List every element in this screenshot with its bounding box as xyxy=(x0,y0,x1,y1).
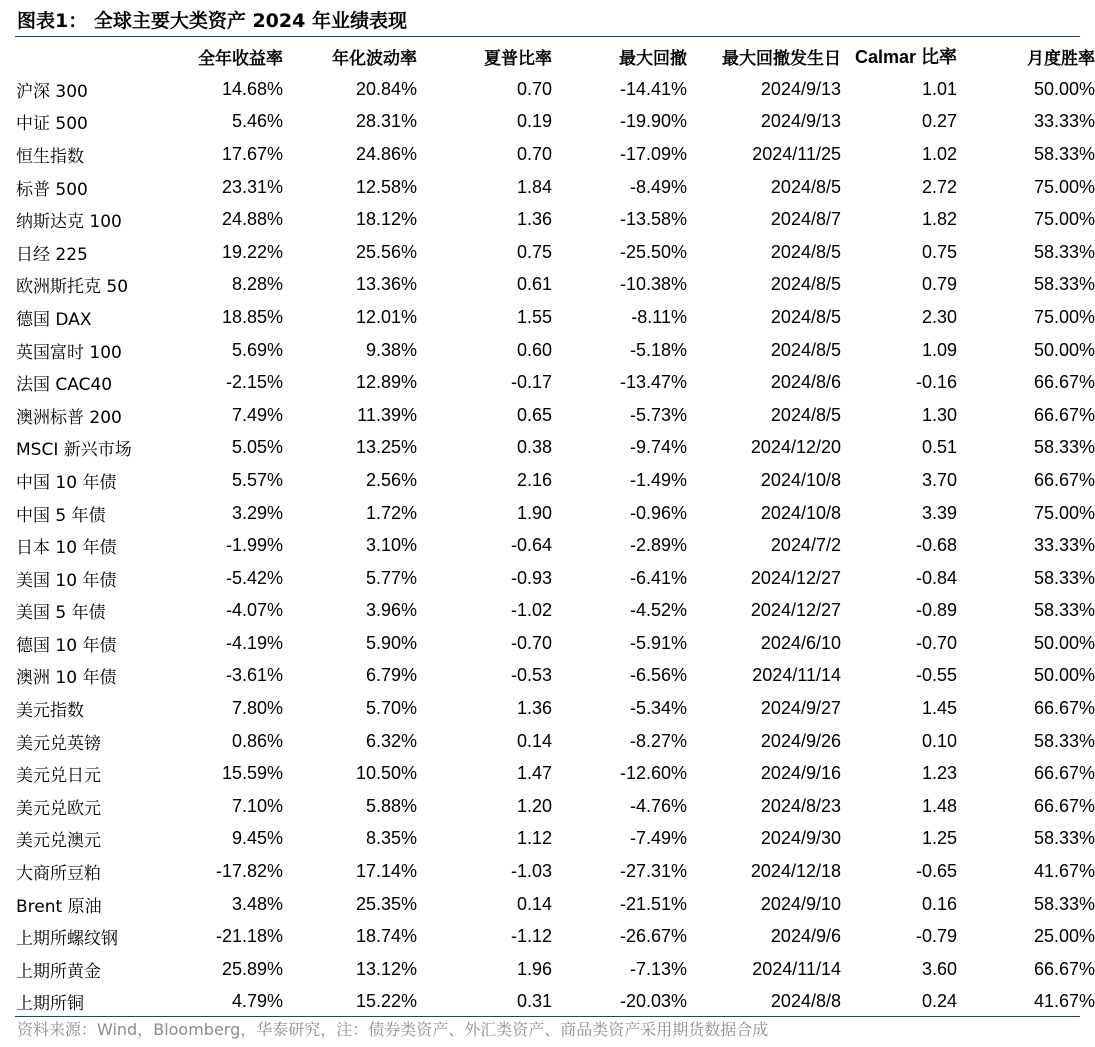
asset-name-cell: 德国 DAX xyxy=(16,309,92,330)
annual-return-cell: -5.42% xyxy=(225,567,283,588)
annual-return-cell: -17.82% xyxy=(215,861,283,882)
volatility-cell: 25.56% xyxy=(355,241,417,262)
volatility-cell: 3.10% xyxy=(365,535,417,556)
max-drawdown-cell: -8.27% xyxy=(629,730,687,751)
annual-return-cell: -1.99% xyxy=(225,535,283,556)
table-row xyxy=(0,236,1095,269)
annual-return-cell: -2.15% xyxy=(225,372,283,393)
table-row xyxy=(0,660,1095,693)
monthly-win-rate-cell: 25.00% xyxy=(1033,926,1095,947)
sharpe-cell: 0.65 xyxy=(516,404,552,425)
table-row xyxy=(0,855,1095,888)
drawdown-date-cell: 2024/11/14 xyxy=(752,958,841,979)
header-row xyxy=(0,39,1095,73)
asset-name-cell: Brent 原油 xyxy=(16,896,102,917)
sharpe-cell: -1.03 xyxy=(510,861,552,882)
annual-return-cell: 5.69% xyxy=(231,339,283,360)
calmar-cell: 3.39 xyxy=(921,502,957,523)
asset-name-cell: 欧洲斯托克 50 xyxy=(16,277,129,298)
volatility-cell: 10.50% xyxy=(355,763,417,784)
drawdown-date-cell: 2024/12/27 xyxy=(750,567,841,588)
drawdown-date-cell: 2024/11/14 xyxy=(752,665,841,686)
annual-return-cell: -3.61% xyxy=(225,665,283,686)
calmar-cell: -0.16 xyxy=(915,372,957,393)
annual-return-cell: 7.10% xyxy=(231,795,283,816)
asset-name-cell: 纳斯达克 100 xyxy=(16,212,122,233)
volatility-cell: 24.86% xyxy=(355,143,417,164)
volatility-cell: 18.74% xyxy=(355,926,417,947)
drawdown-date-cell: 2024/12/20 xyxy=(750,437,841,458)
calmar-cell: -0.70 xyxy=(915,632,957,653)
asset-name-cell: 日经 225 xyxy=(16,244,88,265)
figure-title: 图表1： 全球主要大类资产 2024 年业绩表现 xyxy=(17,10,407,32)
calmar-cell: 1.45 xyxy=(921,698,957,719)
max-drawdown-cell: -17.09% xyxy=(619,143,687,164)
annual-return-cell: -21.18% xyxy=(215,926,283,947)
sharpe-cell: 0.31 xyxy=(516,991,552,1012)
calmar-cell: -0.79 xyxy=(915,926,957,947)
monthly-win-rate-cell: 33.33% xyxy=(1033,535,1095,556)
calmar-cell: 1.82 xyxy=(921,209,957,230)
annual-return-cell: 5.05% xyxy=(231,437,283,458)
max-drawdown-cell: -20.03% xyxy=(619,991,687,1012)
table-row xyxy=(0,334,1095,367)
monthly-win-rate-cell: 50.00% xyxy=(1033,665,1095,686)
calmar-cell: 1.01 xyxy=(921,78,957,99)
drawdown-date-cell: 2024/6/10 xyxy=(760,632,841,653)
col-header-calmar: Calmar 比率 xyxy=(854,47,957,67)
volatility-cell: 6.79% xyxy=(365,665,417,686)
asset-name-cell: 中国 10 年债 xyxy=(16,472,117,493)
monthly-win-rate-cell: 66.67% xyxy=(1033,795,1095,816)
volatility-cell: 5.88% xyxy=(365,795,417,816)
drawdown-date-cell: 2024/9/26 xyxy=(760,730,841,751)
volatility-cell: 8.35% xyxy=(365,828,417,849)
calmar-cell: 0.79 xyxy=(921,274,957,295)
asset-name-cell: 上期所螺纹钢 xyxy=(16,929,118,950)
table-row xyxy=(0,73,1095,106)
max-drawdown-cell: -19.90% xyxy=(619,111,687,132)
drawdown-date-cell: 2024/8/5 xyxy=(770,274,841,295)
sharpe-cell: 1.47 xyxy=(516,763,552,784)
max-drawdown-cell: -6.56% xyxy=(629,665,687,686)
monthly-win-rate-cell: 50.00% xyxy=(1033,632,1095,653)
col-header-annual-return: 全年收益率 xyxy=(198,48,283,69)
sharpe-cell: 0.70 xyxy=(516,78,552,99)
max-drawdown-cell: -8.11% xyxy=(631,306,687,327)
sharpe-cell: 1.36 xyxy=(516,698,552,719)
monthly-win-rate-cell: 58.33% xyxy=(1033,567,1095,588)
sharpe-cell: 1.96 xyxy=(516,958,552,979)
annual-return-cell: 24.88% xyxy=(221,209,283,230)
annual-return-cell: 17.67% xyxy=(221,143,283,164)
table-row xyxy=(0,269,1095,302)
annual-return-cell: 9.45% xyxy=(231,828,283,849)
annual-return-cell: 18.85% xyxy=(221,306,283,327)
asset-name-cell: 上期所铜 xyxy=(16,994,84,1015)
sharpe-cell: 1.55 xyxy=(516,306,552,327)
max-drawdown-cell: -13.47% xyxy=(619,372,687,393)
volatility-cell: 13.25% xyxy=(355,437,417,458)
table-row xyxy=(0,562,1095,595)
calmar-cell: 0.10 xyxy=(921,730,957,751)
table-row xyxy=(0,106,1095,139)
monthly-win-rate-cell: 50.00% xyxy=(1033,78,1095,99)
table-row xyxy=(0,301,1095,334)
monthly-win-rate-cell: 41.67% xyxy=(1033,861,1095,882)
asset-name-cell: 日本 10 年债 xyxy=(16,538,117,559)
monthly-win-rate-cell: 66.67% xyxy=(1033,698,1095,719)
table-row xyxy=(0,790,1095,823)
source-note: 资料来源：Wind，Bloomberg，华泰研究，注：债券类资产、外汇类资产、商品类资产采用期货数据合成 xyxy=(17,1020,769,1039)
table-row xyxy=(0,595,1095,628)
asset-name-cell: 沪深 300 xyxy=(16,81,88,102)
calmar-cell: 1.25 xyxy=(921,828,957,849)
volatility-cell: 5.90% xyxy=(365,632,417,653)
calmar-cell: 1.48 xyxy=(921,795,957,816)
volatility-cell: 25.35% xyxy=(355,893,417,914)
annual-return-cell: 7.80% xyxy=(231,698,283,719)
asset-name-cell: 大商所豆粕 xyxy=(16,864,101,885)
sharpe-cell: 0.75 xyxy=(516,241,552,262)
volatility-cell: 17.14% xyxy=(355,861,417,882)
col-header-sharpe: 夏普比率 xyxy=(484,48,552,69)
monthly-win-rate-cell: 66.67% xyxy=(1033,958,1095,979)
drawdown-date-cell: 2024/10/8 xyxy=(760,469,841,490)
monthly-win-rate-cell: 58.33% xyxy=(1033,437,1095,458)
drawdown-date-cell: 2024/8/5 xyxy=(770,339,841,360)
drawdown-date-cell: 2024/7/2 xyxy=(770,535,841,556)
monthly-win-rate-cell: 58.33% xyxy=(1033,828,1095,849)
volatility-cell: 20.84% xyxy=(355,78,417,99)
max-drawdown-cell: -10.38% xyxy=(619,274,687,295)
sharpe-cell: 1.84 xyxy=(516,176,552,197)
table-row xyxy=(0,432,1095,465)
sharpe-cell: 1.90 xyxy=(516,502,552,523)
max-drawdown-cell: -27.31% xyxy=(619,861,687,882)
sharpe-cell: 0.61 xyxy=(516,274,552,295)
asset-name-cell: 标普 500 xyxy=(16,179,88,200)
max-drawdown-cell: -1.49% xyxy=(629,469,687,490)
col-header-monthly-win-rate: 月度胜率 xyxy=(1027,48,1095,69)
drawdown-date-cell: 2024/8/5 xyxy=(770,404,841,425)
monthly-win-rate-cell: 58.33% xyxy=(1033,730,1095,751)
calmar-cell: 1.02 xyxy=(921,143,957,164)
volatility-cell: 12.89% xyxy=(355,372,417,393)
table-row xyxy=(0,399,1095,432)
calmar-cell: 1.30 xyxy=(921,404,957,425)
monthly-win-rate-cell: 75.00% xyxy=(1033,502,1095,523)
volatility-cell: 9.38% xyxy=(365,339,417,360)
calmar-cell: 0.51 xyxy=(921,437,957,458)
drawdown-date-cell: 2024/11/25 xyxy=(752,143,841,164)
max-drawdown-cell: -12.60% xyxy=(619,763,687,784)
table-row xyxy=(0,203,1095,236)
table-row xyxy=(0,986,1095,1019)
calmar-cell: 3.60 xyxy=(921,958,957,979)
asset-name-cell: 美国 10 年债 xyxy=(16,570,117,591)
annual-return-cell: -4.19% xyxy=(225,632,283,653)
sharpe-cell: 0.70 xyxy=(516,143,552,164)
sharpe-cell: 0.14 xyxy=(516,730,552,751)
drawdown-date-cell: 2024/9/16 xyxy=(760,763,841,784)
max-drawdown-cell: -0.96% xyxy=(629,502,687,523)
monthly-win-rate-cell: 75.00% xyxy=(1033,306,1095,327)
max-drawdown-cell: -21.51% xyxy=(619,893,687,914)
drawdown-date-cell: 2024/9/6 xyxy=(770,926,841,947)
volatility-cell: 12.01% xyxy=(355,306,417,327)
col-header-max-drawdown: 最大回撤 xyxy=(619,48,687,69)
annual-return-cell: 19.22% xyxy=(221,241,283,262)
drawdown-date-cell: 2024/10/8 xyxy=(760,502,841,523)
table-row xyxy=(0,920,1095,953)
calmar-cell: -0.55 xyxy=(915,665,957,686)
max-drawdown-cell: -6.41% xyxy=(629,567,687,588)
title-rule xyxy=(15,36,1080,37)
sharpe-cell: 0.14 xyxy=(516,893,552,914)
table-row xyxy=(0,171,1095,204)
col-header-asset xyxy=(0,39,162,73)
calmar-cell: 3.70 xyxy=(921,469,957,490)
drawdown-date-cell: 2024/9/10 xyxy=(760,893,841,914)
table-row xyxy=(0,725,1095,758)
asset-name-cell: 德国 10 年债 xyxy=(16,635,117,656)
asset-name-cell: 美元兑日元 xyxy=(16,766,101,787)
max-drawdown-cell: -9.74% xyxy=(629,437,687,458)
max-drawdown-cell: -26.67% xyxy=(619,926,687,947)
monthly-win-rate-cell: 58.33% xyxy=(1033,143,1095,164)
annual-return-cell: 25.89% xyxy=(221,958,283,979)
drawdown-date-cell: 2024/9/30 xyxy=(760,828,841,849)
asset-name-cell: 美元兑澳元 xyxy=(16,831,101,852)
volatility-cell: 6.32% xyxy=(365,730,417,751)
drawdown-date-cell: 2024/12/27 xyxy=(750,600,841,621)
sharpe-cell: -1.02 xyxy=(510,600,552,621)
calmar-cell: 1.23 xyxy=(921,763,957,784)
col-header-drawdown-date: 最大回撤发生日 xyxy=(722,48,841,69)
drawdown-date-cell: 2024/8/7 xyxy=(770,209,841,230)
calmar-cell: 2.30 xyxy=(921,306,957,327)
table-row xyxy=(0,953,1095,986)
annual-return-cell: 0.86% xyxy=(231,730,283,751)
sharpe-cell: 1.20 xyxy=(516,795,552,816)
annual-return-cell: -4.07% xyxy=(225,600,283,621)
drawdown-date-cell: 2024/9/13 xyxy=(760,78,841,99)
table-body xyxy=(0,73,1095,1018)
table-row xyxy=(0,529,1095,562)
volatility-cell: 11.39% xyxy=(357,404,417,425)
drawdown-date-cell: 2024/12/18 xyxy=(750,861,841,882)
drawdown-date-cell: 2024/8/5 xyxy=(770,241,841,262)
sharpe-cell: -0.70 xyxy=(510,632,552,653)
calmar-cell: -0.65 xyxy=(915,861,957,882)
drawdown-date-cell: 2024/9/13 xyxy=(760,111,841,132)
max-drawdown-cell: -8.49% xyxy=(629,176,687,197)
max-drawdown-cell: -4.52% xyxy=(629,600,687,621)
asset-name-cell: 澳洲 10 年债 xyxy=(16,668,117,689)
monthly-win-rate-cell: 50.00% xyxy=(1033,339,1095,360)
annual-return-cell: 5.46% xyxy=(231,111,283,132)
volatility-cell: 2.56% xyxy=(365,469,417,490)
volatility-cell: 13.36% xyxy=(355,274,417,295)
calmar-cell: 0.16 xyxy=(921,893,957,914)
drawdown-date-cell: 2024/8/23 xyxy=(760,795,841,816)
volatility-cell: 5.77% xyxy=(365,567,417,588)
monthly-win-rate-cell: 58.33% xyxy=(1033,241,1095,262)
performance-table xyxy=(0,39,1095,1018)
annual-return-cell: 8.28% xyxy=(231,274,283,295)
table-row xyxy=(0,497,1095,530)
drawdown-date-cell: 2024/8/5 xyxy=(770,176,841,197)
max-drawdown-cell: -13.58% xyxy=(619,209,687,230)
volatility-cell: 13.12% xyxy=(355,958,417,979)
monthly-win-rate-cell: 66.67% xyxy=(1033,469,1095,490)
sharpe-cell: -0.17 xyxy=(510,372,552,393)
sharpe-cell: -0.53 xyxy=(510,665,552,686)
monthly-win-rate-cell: 58.33% xyxy=(1033,274,1095,295)
calmar-cell: 2.72 xyxy=(921,176,957,197)
table-row xyxy=(0,692,1095,725)
annual-return-cell: 7.49% xyxy=(231,404,283,425)
table-row xyxy=(0,757,1095,790)
table-row xyxy=(0,627,1095,660)
calmar-cell: 0.75 xyxy=(921,241,957,262)
volatility-cell: 1.72% xyxy=(365,502,417,523)
calmar-cell: 0.24 xyxy=(921,991,957,1012)
drawdown-date-cell: 2024/8/5 xyxy=(770,306,841,327)
max-drawdown-cell: -5.91% xyxy=(629,632,687,653)
monthly-win-rate-cell: 75.00% xyxy=(1033,176,1095,197)
sharpe-cell: 2.16 xyxy=(516,469,552,490)
volatility-cell: 5.70% xyxy=(365,698,417,719)
annual-return-cell: 4.79% xyxy=(231,991,283,1012)
monthly-win-rate-cell: 41.67% xyxy=(1033,991,1095,1012)
sharpe-cell: 0.19 xyxy=(516,111,552,132)
sharpe-cell: 1.12 xyxy=(516,828,552,849)
monthly-win-rate-cell: 58.33% xyxy=(1033,600,1095,621)
table-container xyxy=(0,39,1095,1018)
table-row xyxy=(0,138,1095,171)
asset-name-cell: 恒生指数 xyxy=(16,146,84,167)
table-row xyxy=(0,366,1095,399)
table-row xyxy=(0,464,1095,497)
max-drawdown-cell: -7.49% xyxy=(629,828,687,849)
drawdown-date-cell: 2024/8/8 xyxy=(770,991,841,1012)
calmar-cell: -0.89 xyxy=(915,600,957,621)
monthly-win-rate-cell: 33.33% xyxy=(1033,111,1095,132)
calmar-cell: 0.27 xyxy=(921,111,957,132)
monthly-win-rate-cell: 75.00% xyxy=(1033,209,1095,230)
sharpe-cell: 0.38 xyxy=(516,437,552,458)
asset-name-cell: 美元兑欧元 xyxy=(16,798,101,819)
monthly-win-rate-cell: 66.67% xyxy=(1033,372,1095,393)
volatility-cell: 3.96% xyxy=(365,600,417,621)
volatility-cell: 18.12% xyxy=(355,209,417,230)
sharpe-cell: 1.36 xyxy=(516,209,552,230)
max-drawdown-cell: -2.89% xyxy=(629,535,687,556)
asset-name-cell: 澳洲标普 200 xyxy=(16,407,122,428)
asset-name-cell: 法国 CAC40 xyxy=(16,375,113,396)
sharpe-cell: -0.64 xyxy=(510,535,552,556)
asset-name-cell: 上期所黄金 xyxy=(16,961,101,982)
bottom-rule xyxy=(15,1016,1080,1017)
max-drawdown-cell: -7.13% xyxy=(629,958,687,979)
col-header-volatility: 年化波动率 xyxy=(332,48,417,69)
annual-return-cell: 23.31% xyxy=(221,176,283,197)
annual-return-cell: 3.29% xyxy=(231,502,283,523)
max-drawdown-cell: -5.18% xyxy=(629,339,687,360)
volatility-cell: 28.31% xyxy=(355,111,417,132)
calmar-cell: -0.68 xyxy=(915,535,957,556)
asset-name-cell: 美元兑英镑 xyxy=(16,733,101,754)
calmar-cell: 1.09 xyxy=(921,339,957,360)
max-drawdown-cell: -25.50% xyxy=(619,241,687,262)
max-drawdown-cell: -4.76% xyxy=(629,795,687,816)
asset-name-cell: MSCI 新兴市场 xyxy=(16,440,132,461)
annual-return-cell: 14.68% xyxy=(221,78,283,99)
table-row xyxy=(0,888,1095,921)
max-drawdown-cell: -14.41% xyxy=(619,78,687,99)
max-drawdown-cell: -5.34% xyxy=(629,698,687,719)
annual-return-cell: 3.48% xyxy=(231,893,283,914)
sharpe-cell: -1.12 xyxy=(510,926,552,947)
monthly-win-rate-cell: 66.67% xyxy=(1033,763,1095,784)
calmar-cell: -0.84 xyxy=(915,567,957,588)
volatility-cell: 15.22% xyxy=(355,991,417,1012)
annual-return-cell: 15.59% xyxy=(221,763,283,784)
asset-name-cell: 英国富时 100 xyxy=(16,342,122,363)
sharpe-cell: -0.93 xyxy=(510,567,552,588)
asset-name-cell: 美元指数 xyxy=(16,701,84,722)
max-drawdown-cell: -5.73% xyxy=(629,404,687,425)
monthly-win-rate-cell: 58.33% xyxy=(1033,893,1095,914)
monthly-win-rate-cell: 66.67% xyxy=(1033,404,1095,425)
sharpe-cell: 0.60 xyxy=(516,339,552,360)
asset-name-cell: 美国 5 年债 xyxy=(16,603,106,624)
drawdown-date-cell: 2024/9/27 xyxy=(760,698,841,719)
asset-name-cell: 中证 500 xyxy=(16,114,88,135)
table-row xyxy=(0,823,1095,856)
annual-return-cell: 5.57% xyxy=(231,469,283,490)
drawdown-date-cell: 2024/8/6 xyxy=(770,372,841,393)
volatility-cell: 12.58% xyxy=(355,176,417,197)
asset-name-cell: 中国 5 年债 xyxy=(16,505,106,526)
